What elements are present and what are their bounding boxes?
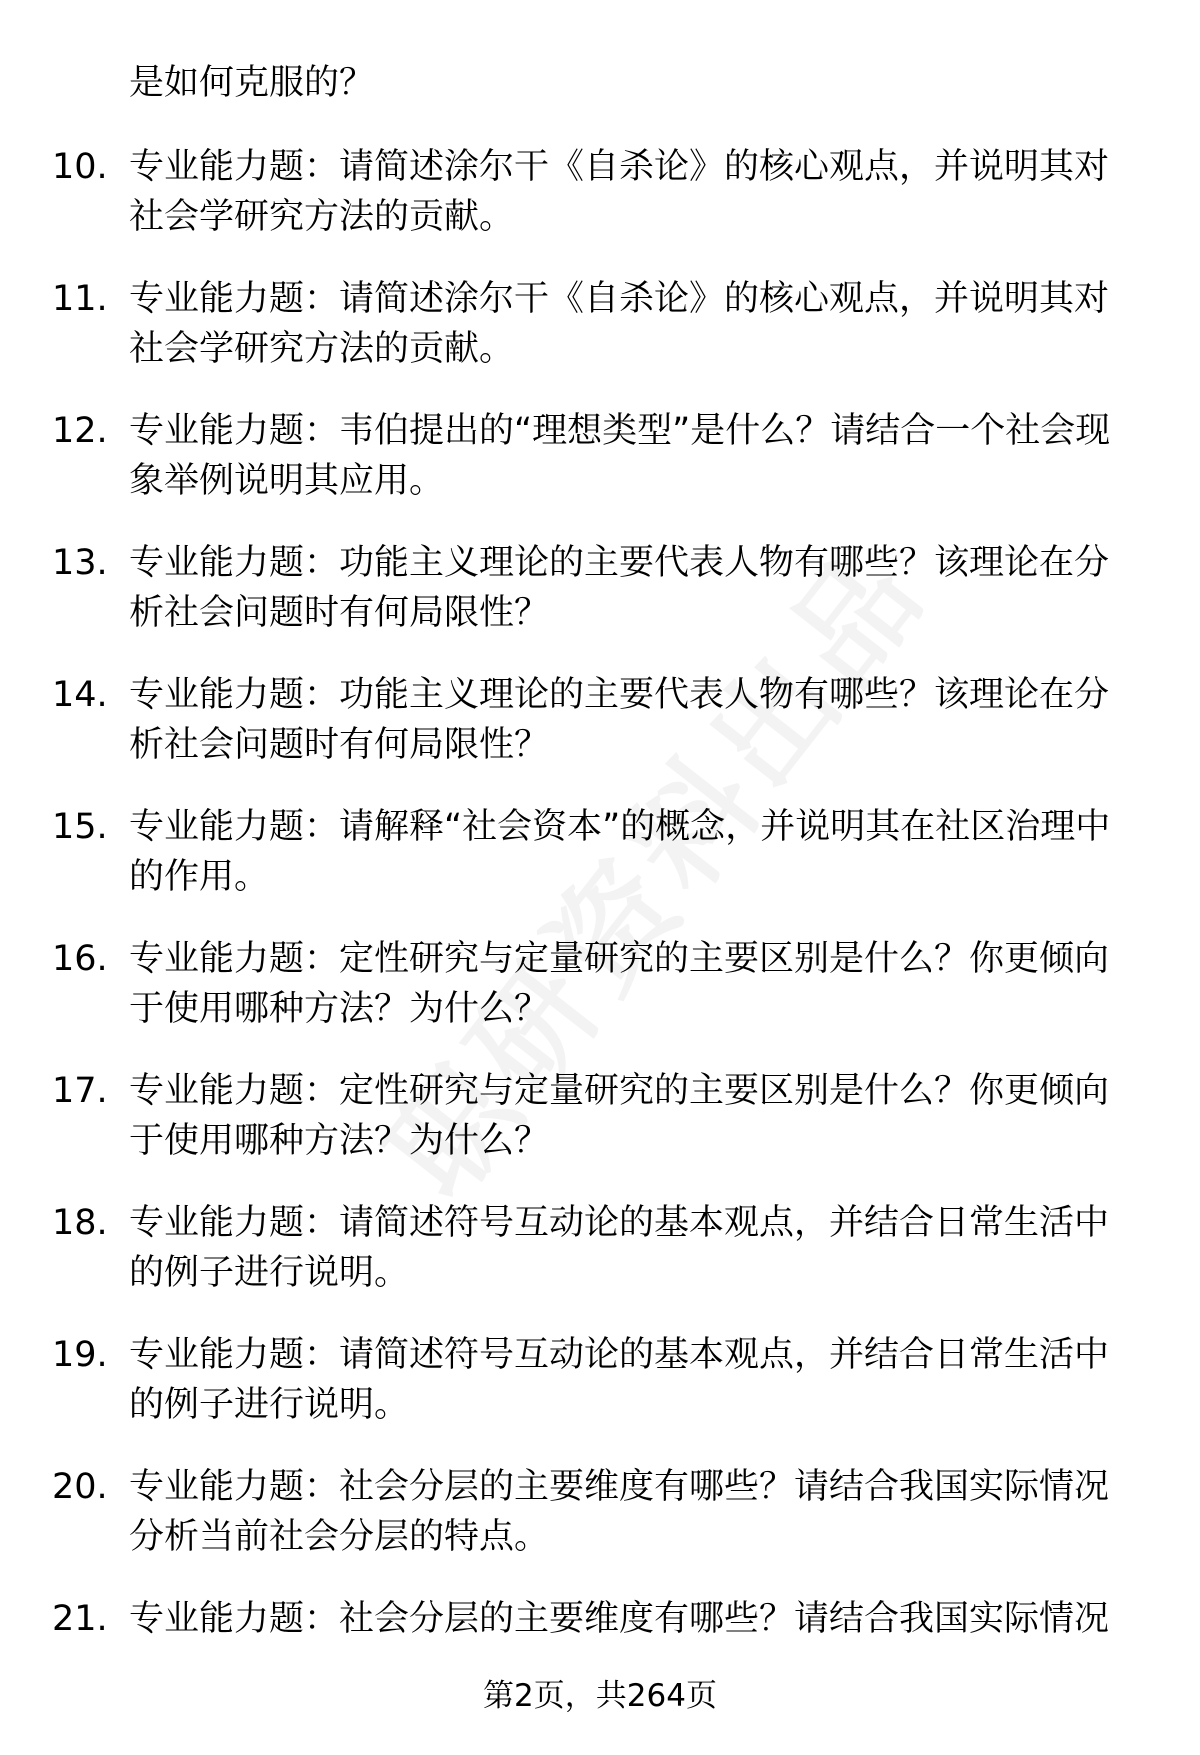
item-number: 14. — [52, 675, 108, 715]
item-number: 13. — [52, 543, 108, 583]
item-number: 10. — [52, 147, 108, 187]
page-footer: 第2页，共264页 — [483, 1678, 717, 1714]
item-text: 专业能力题：功能主义理论的主要代表人物有哪些？该理论在分析社会问题时有何局限性？ — [129, 675, 1110, 765]
item-text: 专业能力题：定性研究与定量研究的主要区别是什么？你更倾向于使用哪种方法？为什么？ — [129, 939, 1110, 1029]
item-number: 21. — [52, 1599, 108, 1639]
list-item — [0, 406, 1200, 538]
item-number: 16. — [52, 939, 108, 979]
list-item — [0, 142, 1200, 274]
question-list — [0, 142, 1200, 1726]
list-item — [0, 538, 1200, 670]
item-number: 19. — [52, 1335, 108, 1375]
list-item — [0, 1198, 1200, 1330]
list-item — [0, 802, 1200, 934]
item-text: 专业能力题：社会分层的主要维度有哪些？请结合我国实际情况 — [129, 1599, 1110, 1639]
item-text: 专业能力题：请简述涂尔干《自杀论》的核心观点，并说明其对社会学研究方法的贡献。 — [129, 147, 1110, 237]
item-text: 专业能力题：社会分层的主要维度有哪些？请结合我国实际情况分析当前社会分层的特点。 — [129, 1467, 1110, 1557]
list-item — [0, 934, 1200, 1066]
item-text: 专业能力题：定性研究与定量研究的主要区别是什么？你更倾向于使用哪种方法？为什么？ — [129, 1071, 1110, 1161]
item-number: 15. — [52, 807, 108, 847]
item-number: 18. — [52, 1203, 108, 1243]
item-text: 专业能力题：请简述符号互动论的基本观点，并结合日常生活中的例子进行说明。 — [129, 1335, 1110, 1425]
item-number: 17. — [52, 1071, 108, 1111]
item-number: 12. — [52, 411, 108, 451]
item-text: 专业能力题：韦伯提出的“理想类型”是什么？请结合一个社会现象举例说明其应用。 — [129, 411, 1111, 501]
list-item — [0, 1462, 1200, 1594]
list-item — [0, 670, 1200, 802]
item-text: 专业能力题：请简述涂尔干《自杀论》的核心观点，并说明其对社会学研究方法的贡献。 — [129, 279, 1110, 369]
list-item — [0, 1066, 1200, 1198]
item-text: 专业能力题：请解释“社会资本”的概念，并说明其在社区治理中的作用。 — [129, 807, 1111, 897]
list-item — [0, 274, 1200, 406]
item-text: 专业能力题：功能主义理论的主要代表人物有哪些？该理论在分析社会问题时有何局限性？ — [129, 543, 1110, 633]
item-number: 20. — [52, 1467, 108, 1507]
item-text: 专业能力题：请简述符号互动论的基本观点，并结合日常生活中的例子进行说明。 — [129, 1203, 1110, 1293]
item-number: 11. — [52, 279, 108, 319]
list-item — [0, 1330, 1200, 1462]
continuation-text: 是如何克服的？ — [129, 63, 375, 103]
